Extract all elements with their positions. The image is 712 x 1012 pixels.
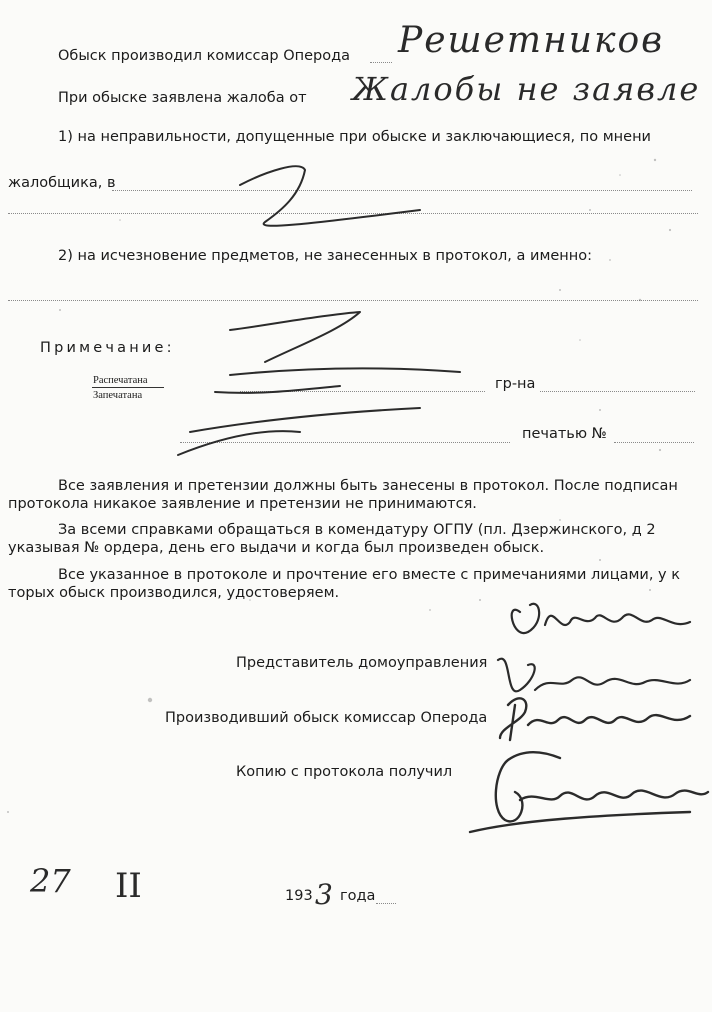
handwritten-no-complaints: Жалобы не заявле [352, 70, 701, 108]
blank-dash-stroke [215, 386, 340, 393]
year-suffix: года [340, 888, 376, 904]
blank-dash-stroke [190, 408, 420, 432]
blank-dash-stroke [230, 312, 360, 362]
complaint-declared-label: При обыске заявлена жалоба от [58, 90, 307, 106]
citizen-label: гр-на [495, 376, 536, 392]
commissioner-label: Производивший обыск комиссар Оперода [165, 710, 488, 726]
blank-dash-stroke [178, 431, 300, 455]
statement3-text-cont: торых обыск производился, удостоверяем. [8, 585, 340, 601]
blank-dash-stroke [240, 166, 420, 225]
item2-text: 2) на исчезновение предметов, не занесенных в протокол, а именно: [58, 248, 593, 264]
statement2-text-cont: указывая № ордера, день его выдачи и когда был произведен обыск. [8, 540, 545, 556]
handwritten-date-day: 27 [30, 862, 71, 900]
seal-number-label: печатью № [522, 426, 607, 442]
performed-by-label: Обыск производил комиссар Оперода [58, 48, 351, 64]
blank-dash-stroke [230, 368, 460, 375]
item1-text-cont: жалобщика, в [8, 175, 116, 191]
statement1-text-cont: протокола никакое заявление и претензии не принимаются. [8, 496, 477, 512]
item1-text: 1) на неправильности, допущенные при обыске и заключающиеся, по мнени [58, 129, 651, 145]
year-prefix: 193 [285, 888, 313, 904]
commissioner-signature [500, 698, 690, 740]
sealed-label: Запечатана [93, 390, 143, 401]
statement3-text: Все указанное в протоколе и прочтение его вместе с примечаниями лицами, у к [58, 567, 680, 583]
handwritten-year-digit: 3 [315, 878, 333, 911]
house-rep-label: Представитель домоуправления [236, 655, 488, 671]
handwritten-commissar-name: Решетников [398, 20, 665, 61]
copy-receiver-signature [470, 752, 708, 832]
house-rep-signature [498, 604, 690, 692]
handwritten-date-month: II [115, 866, 142, 906]
statement1-text: Все заявления и претензии должны быть занесены в протокол. После подписан [58, 478, 678, 494]
statement2-text: За всеми справками обращаться в комендатуру ОГПУ (пл. Дзержинского, д 2 [58, 522, 656, 538]
unsealed-label: Распечатана [93, 375, 148, 386]
copy-received-label: Копию с протокола получил [236, 764, 453, 780]
note-label: Примечание: [40, 340, 175, 356]
